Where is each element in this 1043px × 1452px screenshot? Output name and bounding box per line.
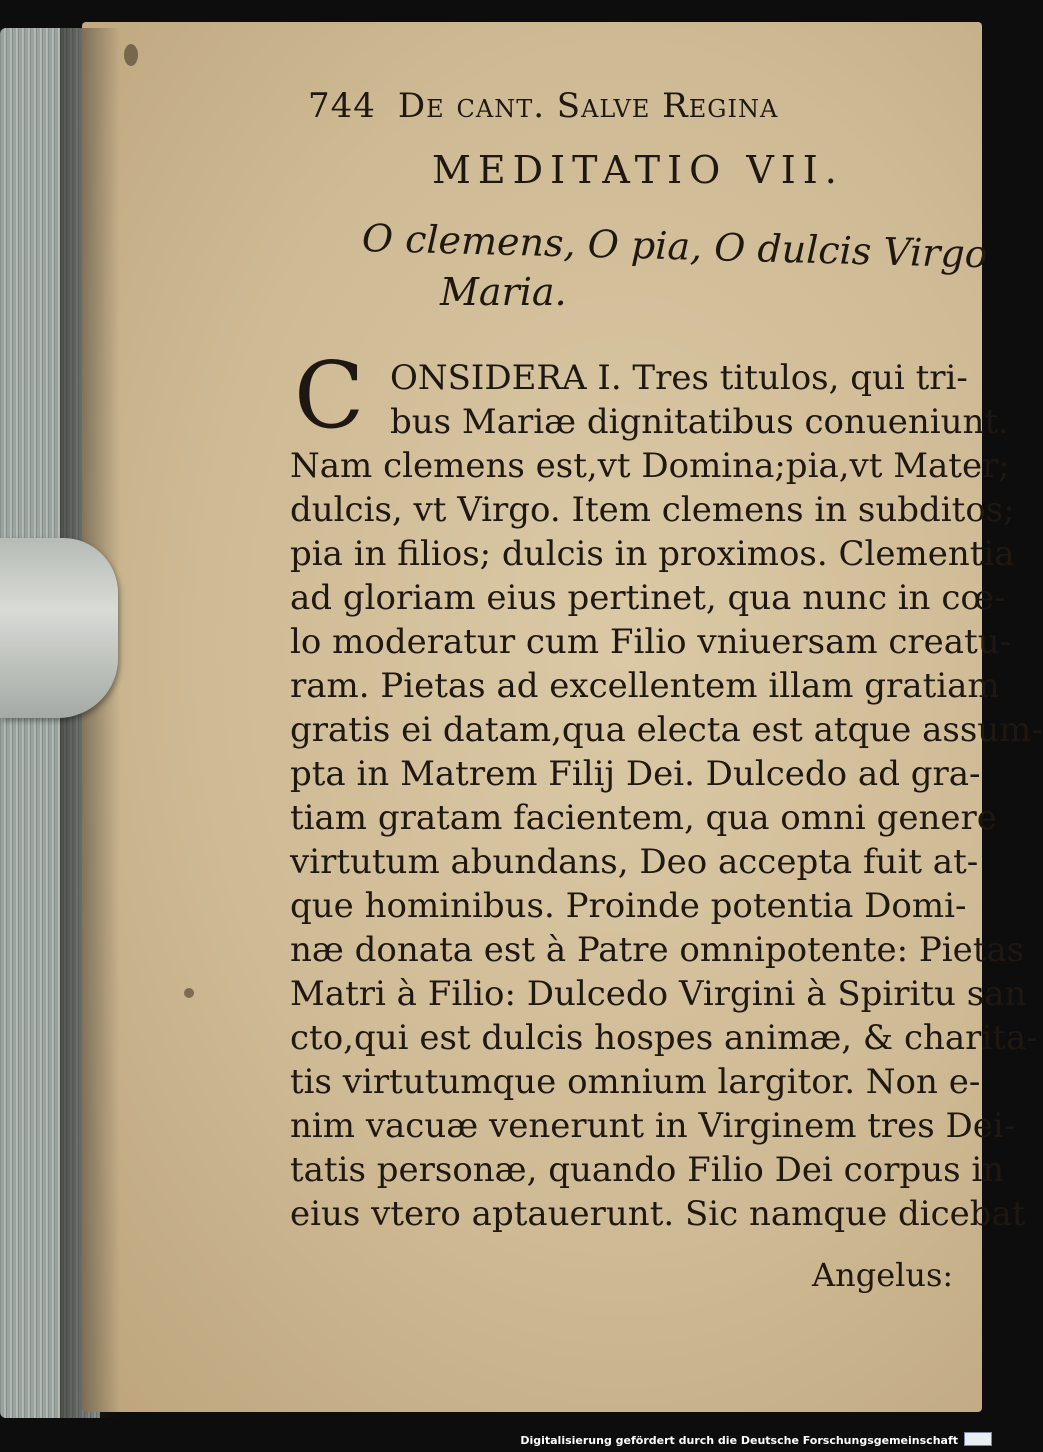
ink-stain: [124, 44, 138, 66]
text-line: lo moderatur cum Filio vniuersam creatu-: [290, 622, 1012, 662]
text-line: ONSIDERA I. Tres titulos, qui tri-: [390, 358, 968, 398]
dfg-logo: [964, 1432, 992, 1446]
ink-stain: [184, 988, 194, 998]
text-line: bus Mariæ dignitatibus conueniunt.: [390, 402, 1009, 442]
text-line: eius vtero aptauerunt. Sic namque dicebat: [290, 1194, 1026, 1234]
subtitle-line: Maria.: [440, 270, 567, 314]
text-line: ram. Pietas ad excellentem illam gratiam: [290, 666, 1000, 706]
text-line: gratis ei datam,qua electa est atque assum-: [290, 710, 1043, 750]
catchword: Angelus:: [812, 1256, 954, 1294]
subtitle-line: O clemens, O pia, O dulcis Virgo: [361, 216, 989, 277]
text-line: cto,qui est dulcis hospes animæ, & charita-: [290, 1018, 1038, 1058]
text-line: ad gloriam eius pertinet, qua nunc in cœ-: [290, 578, 1006, 618]
text-line: pta in Matrem Filij Dei. Dulcedo ad gra-: [290, 754, 981, 794]
text-line: tiam gratam facientem, qua omni genere: [290, 798, 997, 838]
running-head-title: De cant. Salve Regina: [397, 86, 779, 126]
digitization-credit: Digitalisierung gefördert durch die Deutsche Forschungsgemeinschaft: [520, 1434, 958, 1447]
text-line: Matri à Filio: Dulcedo Virgini à Spiritu san: [290, 974, 1027, 1014]
text-line: næ donata est à Patre omnipotente: Pietas: [290, 930, 1025, 970]
text-line: nim vacuæ venerunt in Virginem tres Dei-: [290, 1106, 1016, 1146]
page-number: 744: [308, 86, 376, 126]
text-line: que hominibus. Proinde potentia Domi-: [290, 886, 967, 926]
text-line: tis virtutumque omnium largitor. Non e-: [290, 1062, 981, 1102]
running-head: [308, 86, 928, 126]
section-heading: MEDITATIO VII.: [432, 148, 844, 192]
text-line: virtutum abundans, Deo accepta fuit at-: [290, 842, 979, 882]
text-line: dulcis, vt Virgo. Item clemens in subditos;: [290, 490, 1015, 530]
text-line: tatis personæ, quando Filio Dei corpus in: [290, 1150, 1005, 1190]
page-clip-tab: [0, 538, 118, 718]
text-line: pia in filios; dulcis in proximos. Clementia: [290, 534, 1015, 574]
drop-cap: C: [294, 342, 365, 449]
text-line: Nam clemens est,vt Domina;pia,vt Mater;: [290, 446, 1010, 486]
gutter-shadow: [60, 28, 120, 1418]
